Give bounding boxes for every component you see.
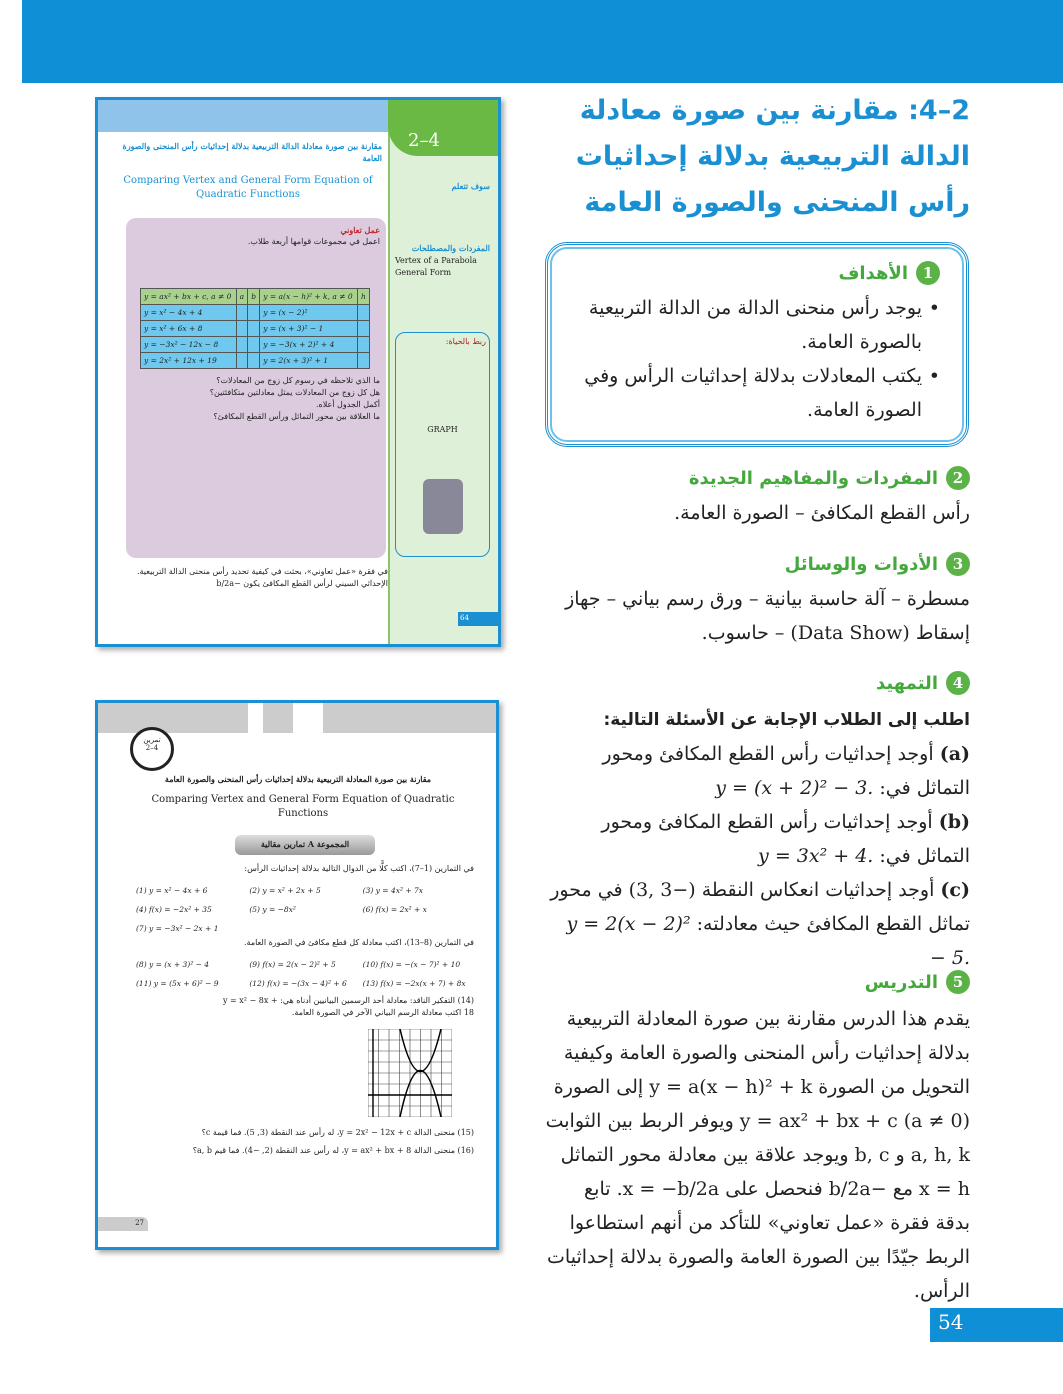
th: b bbox=[248, 289, 260, 305]
th: h bbox=[357, 289, 369, 305]
exercise-15: (15) منحنى الدالة y = 2x² − 12x + c، له رأس عند النقطة (3, 5). فما قيمة c؟ bbox=[201, 1128, 474, 1137]
workbook-page-thumbnail bbox=[95, 700, 499, 1250]
coop-question: أكمل الجدول أعلاه. bbox=[315, 400, 380, 409]
tools-text: مسطرة – آلة حاسبة بيانية – ورق رسم بياني – جهاز إسقاط (Data Show) – حاسوب. bbox=[565, 588, 970, 644]
exercise-grid-2 bbox=[136, 955, 476, 993]
warmup-section bbox=[545, 671, 970, 975]
section-number: 5 bbox=[946, 970, 970, 994]
thumb-title-ar: مقارنة بين صورة معادلة الدالة التربيعية بدلالة إحداثيات رأس المنحنى والصورة العامة bbox=[122, 141, 382, 163]
vocab-section bbox=[545, 466, 970, 530]
calculator-note-box bbox=[395, 332, 490, 557]
section-number: 2 bbox=[946, 466, 970, 490]
thumb-title-ar: مقارنة بين صورة المعادلة التربيعية بدلالة إحداثيات رأس المنحنى والصورة العامة bbox=[164, 774, 432, 784]
thumb-page-number: 27 bbox=[98, 1217, 148, 1231]
badge-number: 2–4 bbox=[145, 744, 159, 752]
instruction: في التمارين (1–7)، اكتب كلًّا من الدوال التالية بدلالة إحداثيات الرأس: bbox=[244, 864, 474, 873]
thumb-title-en: Comparing Vertex and General Form Equation of Quadratic Functions bbox=[151, 794, 455, 819]
vocab-text: رأس القطع المكافئ – الصورة العامة. bbox=[674, 502, 970, 524]
badge-label: تمرين bbox=[143, 736, 161, 744]
th: y = a(x − h)² + k, a ≠ 0 bbox=[260, 289, 358, 305]
exercise: (1) y = x² − 4x + 6 bbox=[136, 886, 208, 895]
warmup-item bbox=[545, 737, 970, 805]
exercise: (10) f(x) = −(x − 7)² + 10 bbox=[362, 960, 461, 969]
coop-table bbox=[140, 288, 370, 369]
exercise: (8) y = (x + 3)² − 4 bbox=[136, 960, 210, 969]
objectives-box bbox=[545, 242, 969, 447]
objectives-heading bbox=[574, 261, 940, 285]
objective-item: • يوجد رأس منحنى الدالة من الدالة التربيعية بالصورة العامة. bbox=[574, 291, 940, 359]
objective-item: • يكتب المعادلات بدلالة إحداثيات الرأس وفي الصورة العامة. bbox=[574, 359, 940, 427]
td: y = 2x² + 12x + 19 bbox=[141, 353, 237, 369]
section-number: 1 bbox=[916, 261, 940, 285]
thumb-paragraph: في فقرة «عمل تعاوني»، بحثت في كيفية تحديد رأس منحنى الدالة التربيعية. الإحداثي السيني لرأس القطع المكافئ يكون −b/2a bbox=[136, 567, 388, 588]
td: y = x² − 4x + 4 bbox=[141, 305, 237, 321]
thumb-title-en: Comparing Vertex and General Form Equation of Quadratic Functions bbox=[123, 175, 373, 200]
coop-title: عمل تعاوني bbox=[340, 225, 380, 235]
side-vocab-title: المفردات والمصطلحات bbox=[411, 243, 490, 253]
side-vocab bbox=[395, 242, 490, 279]
exercise: (2) y = x² + 2x + 5 bbox=[249, 886, 321, 895]
section-title: التمهيد bbox=[876, 672, 938, 694]
item-text: أوجد إحداثيات رأس القطع المكافئ ومحور التماثل في: bbox=[602, 743, 970, 799]
lesson-title: 2–4: مقارنة بين صورة معادلة الدالة التربيعية بدلالة إحداثيات رأس المنحنى والصورة العامة bbox=[575, 95, 970, 218]
section-number: 4 bbox=[946, 671, 970, 695]
exercise: (9) f(x) = 2(x − 2)² + 5 bbox=[249, 960, 336, 969]
exercise: (6) f(x) = 2x² + x bbox=[362, 905, 427, 914]
item-label: (c) bbox=[940, 879, 970, 901]
section-title: الأدوات والوسائل bbox=[784, 553, 938, 575]
exercise-badge bbox=[130, 727, 174, 771]
calculator-image bbox=[423, 479, 463, 534]
item-math: y = (x + 2)² − 3. bbox=[715, 777, 874, 799]
exercise: (3) y = 4x² + 7x bbox=[362, 886, 424, 895]
exercise: (11) y = (5x + 6)² − 9 bbox=[136, 979, 219, 988]
coop-question: ما الذي تلاحظه في رسوم كل زوج من المعادلات؟ bbox=[216, 376, 380, 385]
exercise: (12) f(x) = −(3x − 4)² + 6 bbox=[249, 979, 347, 988]
section-title: التدريس bbox=[864, 971, 938, 993]
warmup-item bbox=[545, 805, 970, 873]
side-graph: GRAPH bbox=[427, 425, 458, 434]
section-number: 3 bbox=[946, 552, 970, 576]
coop-question: ما العلاقة بين محور التماثل ورأس القطع المكافئ؟ bbox=[213, 412, 380, 421]
coop-question: هل كل زوج من المعادلات يمثل معادلتين متكافئتين؟ bbox=[209, 388, 380, 397]
side-vocab-2: General Form bbox=[395, 268, 452, 277]
teaching-text: يقدم هذا الدرس مقارنة بين صورة المعادلة التربيعية بدلالة إحداثيات رأس المنحنى والصورة العامة وكيفية التحويل من الصورة y = a(x − h)² + k إلى الصورة y = ax² + bx + c (a ≠ 0) ويوفر الربط بين الثوابت a, h, k و b, c ويوجد علاقة بين معادلة محور التماثل x = h مع −b/2a فنحصل على x = −b/2a. تابع بدقة فقرة «عمل تعاوني» للتأكد من أنهم استطاعوا الربط جيّدًا بين الصورة العامة والصورة بدلالة إحداثيات الرأس. bbox=[545, 1008, 970, 1302]
side-learn-title: سوف تتعلم bbox=[451, 181, 490, 191]
tools-section bbox=[545, 552, 970, 650]
lesson-badge: 2–4 bbox=[388, 100, 498, 156]
item-label: (a) bbox=[939, 743, 970, 765]
item-label: (b) bbox=[938, 811, 970, 833]
exercise: (7) y = −3x² − 2x + 1 bbox=[136, 924, 219, 933]
td: y = (x − 2)² bbox=[260, 305, 358, 321]
coop-intro: اعمل في مجموعات قوامها أربعة طلاب. bbox=[247, 237, 380, 246]
instruction: في التمارين (8–13)، اكتب معادلة كل قطع مكافئ في الصورة العامة. bbox=[243, 938, 474, 947]
item-math: y = 3x² + 4. bbox=[758, 845, 874, 867]
exercise-16: (16) منحنى الدالة y = ax² + bx + 8، له رأس عند النقطة (2, −4). فما قيم a, b؟ bbox=[192, 1146, 474, 1155]
item-text: أوجد إحداثيات رأس القطع المكافئ ومحور التماثل في: bbox=[601, 811, 970, 867]
td: y = (x + 3)² − 1 bbox=[260, 321, 358, 337]
exercise: (5) y = −8x² bbox=[249, 905, 296, 914]
top-banner bbox=[22, 0, 1063, 83]
parabola-graph bbox=[368, 1029, 452, 1117]
teaching-section bbox=[545, 970, 970, 1308]
thumb-page-number: 64 bbox=[458, 612, 498, 626]
exercise: (4) f(x) = −2x² + 35 bbox=[136, 905, 212, 914]
exercise-14: (14) التفكير الناقد: معادلة أحد الرسمين البيانيين أدناه هي: y = x² − 8x + 18 اكتب معادلة الرسم البياني الآخر في الصورة العامة. bbox=[222, 996, 474, 1017]
warmup-intro: اطلب إلى الطلاب الإجابة عن الأسئلة التالية: bbox=[603, 710, 970, 730]
coop-box bbox=[126, 218, 386, 558]
warmup-item bbox=[545, 873, 970, 975]
section-title: المفردات والمفاهيم الجديدة bbox=[688, 467, 938, 489]
td: y = −3x² − 12x − 8 bbox=[141, 337, 237, 353]
page-number: 54 bbox=[930, 1308, 1063, 1342]
exercise: (13) f(x) = −2x(x + 7) + 8x bbox=[362, 979, 466, 988]
exercise-grid-1 bbox=[136, 881, 476, 938]
td: y = x² + 6x + 8 bbox=[141, 321, 237, 337]
item-math: y = 2(x − 2)² − 5. bbox=[566, 913, 970, 969]
th: y = ax² + bx + c, a ≠ 0 bbox=[141, 289, 237, 305]
group-a-label: المجموعة A تمارين مقالية bbox=[235, 835, 375, 855]
td: y = 2(x + 3)² + 1 bbox=[260, 353, 358, 369]
student-book-page-thumbnail bbox=[95, 97, 501, 647]
th: a bbox=[236, 289, 248, 305]
td: y = −3(x + 2)² + 4 bbox=[260, 337, 358, 353]
side-learn bbox=[395, 180, 490, 193]
item-text: أوجد إحداثيات انعكاس النقطة (−3 ,3) في محور تماثل القطع المكافئ حيث معادلته: bbox=[550, 879, 970, 935]
section-title: الأهداف bbox=[838, 262, 908, 284]
side-link-title: ربط بالحياة: bbox=[445, 337, 486, 346]
side-vocab-1: Vertex of a Parabola bbox=[395, 256, 477, 265]
